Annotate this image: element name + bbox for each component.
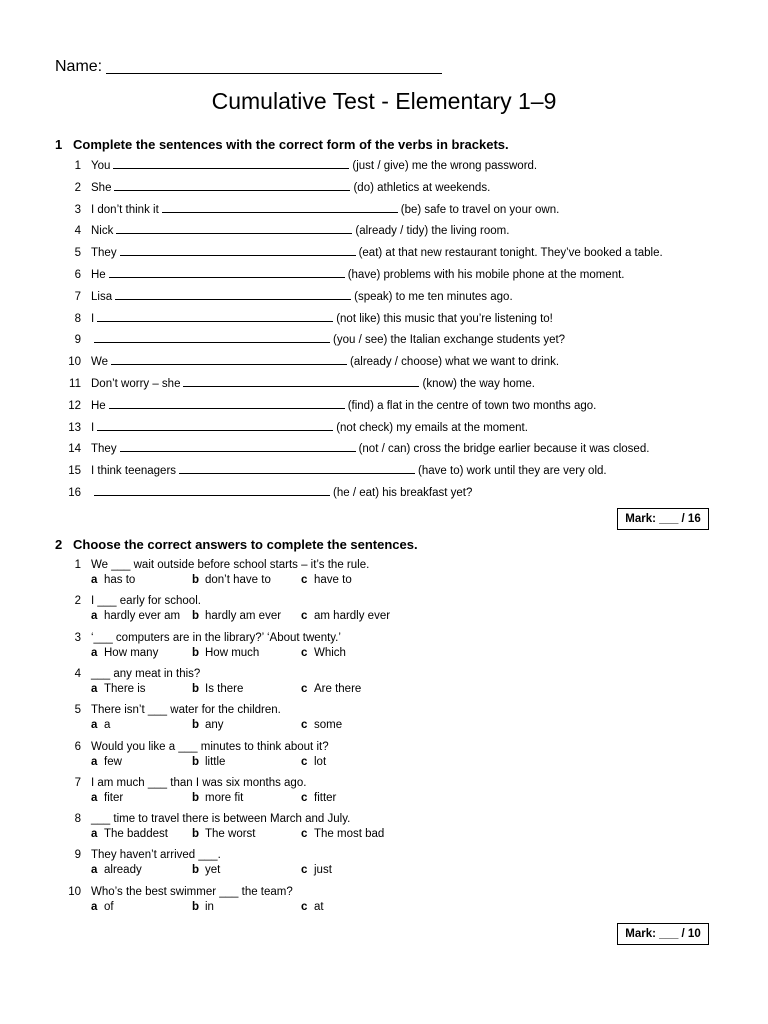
option-b[interactable] (192, 863, 220, 878)
item-text-before: Nick (91, 225, 114, 238)
question-text: ___ any meat in this? (91, 667, 201, 680)
option-text: already (104, 864, 142, 877)
option-letter: a (91, 574, 98, 586)
item-text-before: He (91, 399, 106, 412)
item-number: 2 (74, 181, 81, 194)
section-2-heading (55, 537, 418, 552)
name-line (55, 57, 442, 76)
option-text: How much (205, 646, 260, 659)
question-text: I ___ early for school. (91, 595, 201, 608)
section-1-number: 1 (55, 137, 63, 152)
item-number: 7 (74, 776, 81, 789)
option-letter: a (91, 646, 98, 659)
exercise-1-item (55, 201, 559, 216)
item-text-after: (not like) this music that you’re listening to! (336, 312, 553, 325)
item-text-after: (already / choose) what we want to drink. (350, 356, 560, 369)
answer-blank[interactable] (120, 440, 356, 452)
exercise-1-item (55, 419, 528, 434)
option-letter: c (301, 828, 308, 841)
item-text-after: (have to) work until they are very old. (418, 465, 607, 478)
option-c[interactable] (301, 573, 352, 588)
option-a[interactable] (91, 863, 142, 878)
exercise-1-item (55, 288, 513, 303)
option-text: hardly am ever (205, 610, 282, 623)
item-text-after: (eat) at that new restaurant tonight. They’ve booked a table. (358, 247, 663, 260)
option-a[interactable] (91, 827, 168, 842)
answer-blank[interactable] (97, 419, 333, 431)
exercise-1-item (55, 353, 559, 368)
option-letter: c (301, 719, 308, 732)
exercise-1-item (55, 484, 472, 499)
option-b[interactable] (192, 827, 256, 842)
option-b[interactable] (192, 718, 224, 733)
option-text: yet (205, 864, 221, 877)
exercise-1-item (55, 266, 624, 281)
exercise-1-item (55, 397, 596, 412)
answer-blank[interactable] (94, 484, 330, 496)
option-letter: a (91, 828, 98, 841)
exercise-2-question (55, 812, 350, 827)
exercise-2-question (55, 667, 200, 682)
section-1-instruction: Complete the sentences with the correct form of the verbs in brackets. (73, 137, 509, 152)
option-a[interactable] (91, 791, 123, 806)
option-text: How many (104, 646, 159, 659)
page-title: Cumulative Test - Elementary 1–9 (211, 88, 557, 114)
item-text-before: We (91, 356, 109, 369)
question-text: ___ time to travel there is between March and July. (91, 813, 351, 826)
option-text: at (314, 900, 324, 913)
exercise-2-question (55, 848, 221, 863)
section-2-number: 2 (55, 537, 63, 552)
question-text: They haven’t arrived ___. (91, 849, 221, 862)
question-text: Would you like a ___ minutes to think about it? (91, 740, 329, 753)
exercise-1-item (55, 222, 509, 237)
exercise-2-question (55, 885, 293, 900)
option-letter: c (301, 574, 308, 586)
option-b[interactable] (192, 682, 243, 697)
item-number: 1 (74, 559, 81, 571)
option-letter: a (91, 900, 98, 913)
item-number: 9 (74, 849, 81, 862)
option-letter: b (192, 682, 200, 695)
option-letter: b (192, 755, 200, 768)
item-number: 4 (74, 667, 81, 680)
option-text: am hardly ever (314, 610, 391, 623)
question-text: I am much ___ than I was six months ago. (91, 776, 307, 789)
item-number: 13 (68, 421, 81, 434)
item-text-before: Don’t worry – she (91, 378, 181, 390)
option-c[interactable] (301, 609, 390, 624)
section-1-heading (55, 137, 509, 152)
option-text: little (205, 755, 226, 768)
answer-blank[interactable] (114, 179, 350, 191)
option-letter: b (192, 900, 200, 913)
option-text: of (104, 900, 114, 913)
item-text-after: (not check) my emails at the moment. (336, 421, 528, 434)
answer-blank[interactable] (113, 157, 349, 169)
item-text-after: (do) athletics at weekends. (353, 181, 491, 194)
option-text: Which (314, 646, 346, 659)
question-text: Who’s the best swimmer ___ the team? (91, 885, 293, 898)
option-text: lot (314, 755, 327, 768)
item-number: 4 (74, 225, 81, 238)
option-b[interactable] (192, 573, 271, 588)
name-label: Name: (55, 58, 103, 75)
item-number: 8 (74, 813, 81, 826)
option-letter: b (192, 574, 200, 586)
item-text-after: (find) a flat in the centre of town two months ago. (347, 399, 597, 412)
item-text-after: (already / tidy) the living room. (355, 225, 510, 238)
exercise-2-question (55, 631, 341, 646)
option-letter: c (301, 682, 308, 695)
answer-blank[interactable] (116, 222, 352, 234)
option-letter: a (91, 719, 98, 732)
answer-blank[interactable] (115, 288, 351, 300)
exercise-1-item (55, 310, 553, 325)
option-b[interactable] (192, 791, 243, 806)
option-letter: a (91, 864, 98, 877)
option-letter: c (301, 610, 308, 623)
question-text: ‘___ computers are in the library?’ ‘About twenty.’ (91, 631, 341, 644)
item-number: 8 (74, 312, 81, 325)
exercise-1-item (55, 440, 649, 455)
answer-blank[interactable] (179, 462, 415, 474)
question-text: We ___ wait outside before school starts – it’s the rule. (91, 559, 370, 571)
option-letter: c (301, 646, 308, 659)
item-number: 6 (74, 740, 81, 753)
option-b[interactable] (192, 755, 225, 770)
item-number: 11 (69, 378, 81, 390)
exercise-2-question (55, 776, 306, 791)
option-b[interactable] (192, 900, 214, 915)
item-text-after: (know) the way home. (422, 378, 535, 390)
option-letter: b (192, 828, 200, 841)
exercise-1-item (55, 331, 565, 346)
option-text: a (104, 719, 111, 732)
option-c[interactable] (301, 900, 324, 915)
option-letter: a (91, 755, 98, 768)
option-c[interactable] (301, 755, 326, 770)
item-text-before: She (91, 181, 112, 194)
item-text-before: They (91, 247, 117, 260)
item-text-before: I think teenagers (91, 465, 177, 478)
option-text: don’t have to (205, 574, 271, 586)
exercise-2-question (55, 594, 201, 609)
exercise-1-item (55, 462, 607, 477)
option-text: The worst (205, 828, 256, 841)
option-b[interactable] (192, 609, 281, 624)
option-c[interactable] (301, 863, 332, 878)
exercise-2-question (55, 740, 329, 755)
item-text-after: (he / eat) his breakfast yet? (333, 487, 473, 499)
item-text-after: (just / give) me the wrong password. (352, 160, 538, 172)
option-text: The baddest (104, 828, 168, 841)
item-number: 3 (74, 631, 81, 644)
option-letter: c (301, 791, 308, 804)
exercise-2-question (55, 558, 369, 573)
answer-blank[interactable] (183, 375, 419, 387)
answer-blank[interactable] (97, 310, 333, 322)
option-letter: b (192, 610, 200, 623)
option-c[interactable] (301, 718, 342, 733)
item-text-after: (have) problems with his mobile phone at the moment. (347, 269, 625, 281)
section-2-instruction: Choose the correct answers to complete the sentences. (73, 537, 418, 552)
option-letter: a (91, 791, 98, 804)
option-b[interactable] (192, 646, 259, 661)
option-letter: b (192, 791, 200, 804)
option-text: some (314, 719, 343, 732)
option-letter: b (192, 864, 200, 877)
item-text-before: He (91, 269, 106, 281)
item-number: 5 (74, 704, 81, 717)
item-number: 10 (68, 356, 81, 369)
answer-blank[interactable] (111, 353, 347, 365)
option-text: The most bad (314, 828, 385, 841)
option-a[interactable] (91, 646, 158, 661)
option-letter: b (192, 719, 200, 732)
answer-blank[interactable] (162, 201, 398, 213)
option-letter: a (91, 610, 98, 623)
exercise-1-item (55, 179, 490, 194)
option-a[interactable] (91, 682, 146, 697)
option-a[interactable] (91, 573, 135, 588)
option-text: fiter (104, 791, 124, 804)
item-number: 6 (74, 269, 81, 281)
option-letter: c (301, 755, 308, 768)
option-text: There is (104, 682, 146, 695)
option-text: few (104, 755, 122, 768)
answer-blank[interactable] (94, 331, 330, 343)
item-number: 12 (68, 399, 81, 412)
option-text: just (314, 864, 332, 877)
option-a[interactable] (91, 900, 114, 915)
option-letter: c (301, 864, 308, 877)
option-c[interactable] (301, 682, 361, 697)
item-number: 7 (74, 290, 81, 303)
item-text-after: (not / can) cross the bridge earlier because it was closed. (358, 443, 650, 456)
option-letter: c (301, 900, 308, 913)
item-number: 14 (68, 443, 81, 456)
option-text: in (205, 900, 214, 913)
section-2-mark-box: Mark: ___ / 10 (617, 923, 709, 945)
item-text-after: (be) safe to travel on your own. (400, 203, 560, 216)
answer-blank[interactable] (109, 266, 345, 278)
answer-blank[interactable] (120, 244, 356, 256)
exercise-1-item (55, 375, 535, 390)
item-text-before: Lisa (91, 290, 113, 303)
option-text: has to (104, 574, 136, 586)
item-number: 10 (68, 885, 81, 898)
option-letter: a (91, 682, 98, 695)
item-number: 15 (68, 465, 81, 478)
option-text: any (205, 719, 224, 732)
option-text: Are there (314, 682, 362, 695)
option-text: Is there (205, 682, 244, 695)
item-text-before: You (91, 160, 111, 172)
item-text-before: I (91, 421, 95, 434)
item-number: 1 (74, 160, 81, 172)
item-number: 5 (74, 247, 81, 260)
option-c[interactable] (301, 791, 336, 806)
exercise-2-question (55, 703, 281, 718)
option-c[interactable] (301, 646, 346, 661)
option-a[interactable] (91, 609, 180, 624)
item-text-before: They (91, 443, 117, 456)
exercise-1-item (55, 244, 663, 259)
question-text: There isn’t ___ water for the children. (91, 704, 281, 717)
option-text: have to (314, 574, 352, 586)
answer-blank[interactable] (109, 397, 345, 409)
option-text: more fit (205, 791, 244, 804)
item-number: 16 (68, 487, 81, 499)
item-text-before: I don’t think it (91, 203, 159, 216)
item-number: 2 (74, 595, 81, 608)
exercise-1-item (55, 157, 537, 172)
item-text-after: (you / see) the Italian exchange students yet? (333, 334, 566, 347)
option-text: fitter (314, 791, 337, 804)
option-c[interactable] (301, 827, 384, 842)
section-1-mark-box: Mark: ___ / 16 (617, 508, 709, 530)
option-text: hardly ever am (104, 610, 181, 623)
item-text-after: (speak) to me ten minutes ago. (354, 290, 513, 303)
option-a[interactable] (91, 755, 122, 770)
option-a[interactable] (91, 718, 110, 733)
item-text-before: I (91, 312, 95, 325)
item-number: 9 (74, 334, 81, 347)
name-blank[interactable] (106, 57, 442, 74)
option-letter: b (192, 646, 200, 659)
item-number: 3 (74, 203, 81, 216)
